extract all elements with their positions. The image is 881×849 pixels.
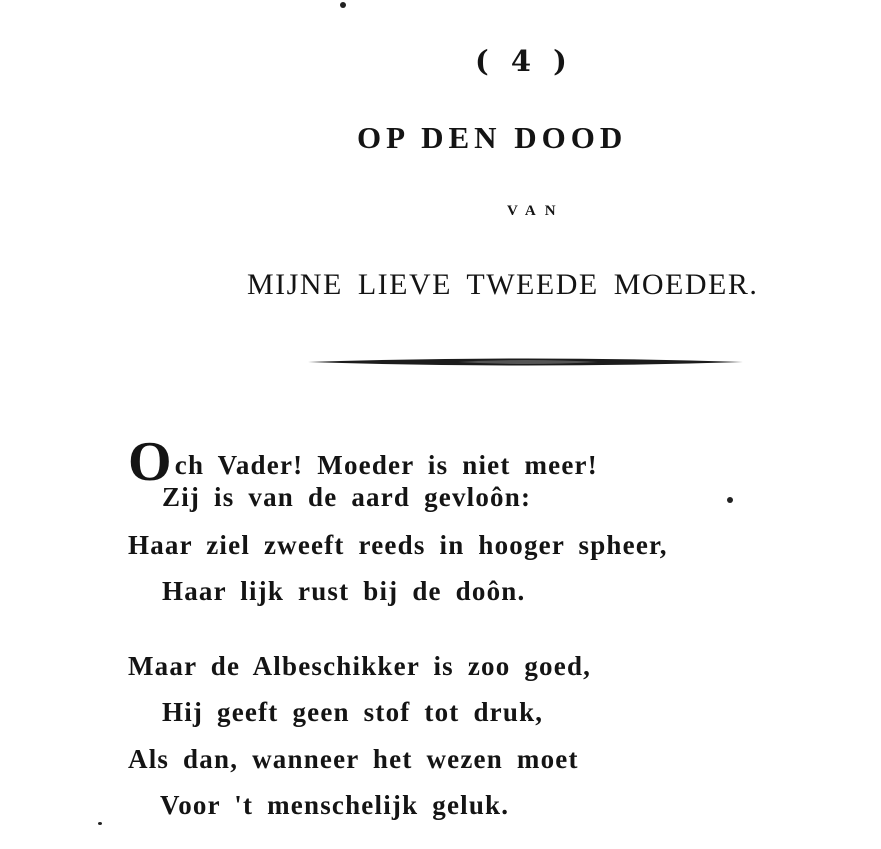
poem-line-4: Haar lijk rust bij de doôn. [162, 576, 526, 606]
poem-line-3: Haar ziel zweeft reeds in hooger spheer, [128, 530, 668, 560]
poem-line-1-text: ch Vader! Moeder is niet meer! [174, 450, 598, 480]
poem-line-8: Voor 't menschelijk geluk. [160, 790, 510, 820]
poem-line-1 [128, 428, 598, 493]
poem-line-5: Maar de Albeschikker is zoo goed, [128, 651, 592, 681]
ink-speck [98, 822, 102, 825]
poem-line-6: Hij geeft geen stof tot druk, [162, 697, 544, 727]
drop-cap: O [128, 431, 173, 493]
ink-speck [340, 2, 346, 8]
ink-speck [727, 497, 733, 503]
ornamental-divider [308, 354, 743, 370]
title-line-2: VAN [507, 203, 565, 219]
poem-line-2: Zij is van de aard gevloôn: [162, 482, 532, 512]
title-line-3: MIJNE LIEVE TWEEDE MOEDER. [247, 268, 759, 301]
page-number: ( 4 ) [475, 44, 573, 78]
poem-line-7: Als dan, wanneer het wezen moet [128, 744, 579, 774]
title-line-1: OP DEN DOOD [357, 120, 628, 155]
